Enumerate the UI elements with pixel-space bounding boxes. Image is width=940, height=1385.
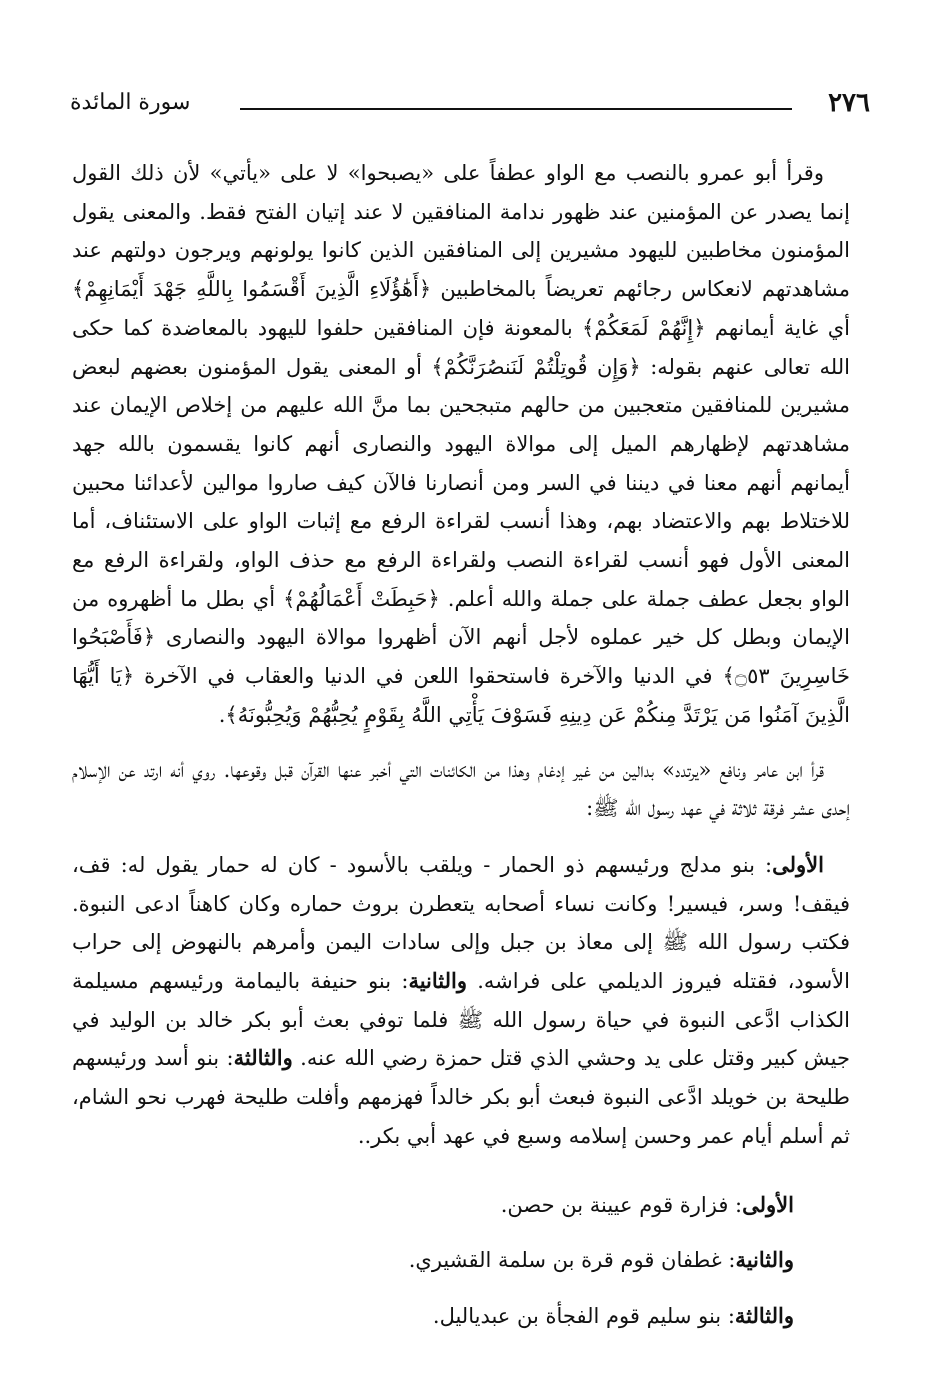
second-group-term: والثانية (408, 968, 467, 994)
first-group-text: : بنو مدلج ورئيسهم ذو الحمار - ويلقب بالأسود - كان له حمار يقول له: قف، فيقف! وسر، فيسير! وكانت نساء أصحابه يتعطرن بروث حماره وكان كاهناً ادعى النبوة. فكتب رسول الله ﷺ إلى معاذ بن جبل وإلى سادات اليمن وأمرهم بالنهوض إلى حراب الأسود، فقتله فيروز الديلمي على فراشه. (72, 852, 850, 994)
list-item (72, 1241, 850, 1280)
list-item-text: : بنو سليم قوم الفجأة بن عبدياليل. (432, 1303, 735, 1328)
apostasy-paragraph (72, 846, 850, 1156)
header-rule (240, 108, 792, 110)
list-item-text: : غطفان قوم قرة بن سلمة القشيري. (408, 1248, 736, 1273)
page-body (72, 154, 850, 1353)
second-group-text: : بنو حنيفة باليمامة ورئيسهم مسيلمة الكذاب ادَّعى النبوة في حياة رسول الله ﷺ فلما توفي بعث أبو بكر خالد بن الوليد في جيش كبير وقتل على يد وحشي الذي قتل حمزة رضي الله عنه. (72, 969, 850, 1071)
page-number: ٢٧٦ (828, 88, 870, 118)
third-group-text: : بنو أسد ورئيسهم طليحة بن خويلد ادَّعى النبوة فبعث أبو بكر خالداً فهزمهم وأفلت طليحة فهرب نحو الشام، ثم أسلم أيام عمر وحسن إسلامه وسبع في عهد أبي بكر.. (72, 1046, 850, 1148)
list-item (72, 1297, 850, 1336)
reading-paragraph: قرأ ابن عامر ونافع «يرتدد» بدالين من غير إدغام وهذا من الكائنات التي أخبر عنها القرآن قبل وقوعها. روي أنه ارتد عن الإسلام إحدى عشر فرقة ثلاثة في عهد رسول الله ﷺ: (72, 757, 850, 821)
list-item (72, 1186, 850, 1225)
page-header (70, 86, 870, 120)
list-item-term: والثانية (735, 1247, 794, 1273)
first-group-term: الأولى (772, 851, 824, 877)
surah-title: سورة المائدة (70, 90, 191, 115)
apostasy-list (72, 1186, 850, 1336)
list-item-text: : فزارة قوم عيينة بن حصن. (500, 1192, 743, 1217)
third-group-term: والثالثة (233, 1045, 293, 1071)
commentary-paragraph: وقرأ أبو عمرو بالنصب مع الواو عطفاً على «يصبحوا» لا على «يأتي» لأن ذلك القول إنما يصدر عن المؤمنين عند ظهور ندامة المنافقين لا عند إتيان الفتح فقط. والمعنى يقول المؤمنون مخاطبين لليهود مشيرين إلى المنافقين الذين كانوا يولونهم ويرجون دولتهم عند مشاهدتهم لانعكاس رجائهم تعريضاً بالمخاطبين ﴿أَهَٰؤُلَاءِ الَّذِينَ أَقْسَمُوا بِاللَّهِ جَهْدَ أَيْمَانِهِمْ﴾ أي غاية أيمانهم ﴿إِنَّهُمْ لَمَعَكُمْ﴾ بالمعونة فإن المنافقين حلفوا لليهود بالمعاضدة كما حكى الله تعالى عنهم بقوله: ﴿وَإِن قُوتِلْتُمْ لَنَنصُرَنَّكُمْ﴾ أو المعنى يقول المؤمنون بعضهم لبعض مشيرين للمنافقين متعجبين من حالهم متبجحين بما منَّ الله عليهم من إخلاص الإيمان عند مشاهدتهم لإظهارهم الميل إلى موالاة اليهود والنصارى أنهم كانوا يقسمون بالله جهد أيمانهم أنهم معنا في ديننا في السر ومن أنصارنا فالآن كيف صاروا موالين لأعدائنا محبين للاختلاط بهم والاعتضاد بهم، وهذا أنسب لقراءة الرفع مع إثبات الواو على الاستئناف، أما المعنى الأول فهو أنسب لقراءة النصب ولقراءة الرفع مع حذف الواو، ولقراءة الرفع مع الواو بجعل عطف جملة على جملة والله أعلم. ﴿حَبِطَتْ أَعْمَالُهُمْ﴾ أي بطل ما أظهروه من الإيمان وبطل كل خير عملوه لأجل أنهم الآن أظهروا موالاة اليهود والنصارى ﴿فَأَصْبَحُوا خَاسِرِينَ ۝٥٣﴾ في الدنيا والآخرة فاستحقوا اللعن في الدنيا والعقاب في الآخرة ﴿يَا أَيُّهَا الَّذِينَ آمَنُوا مَن يَرْتَدَّ مِنكُمْ عَن دِينِهِ فَسَوْفَ يَأْتِي اللَّهُ بِقَوْمٍ يُحِبُّهُمْ وَيُحِبُّونَهُ﴾. (72, 161, 850, 727)
list-item-term: والثالثة (734, 1302, 794, 1328)
list-item-term: الأولى (742, 1191, 794, 1217)
